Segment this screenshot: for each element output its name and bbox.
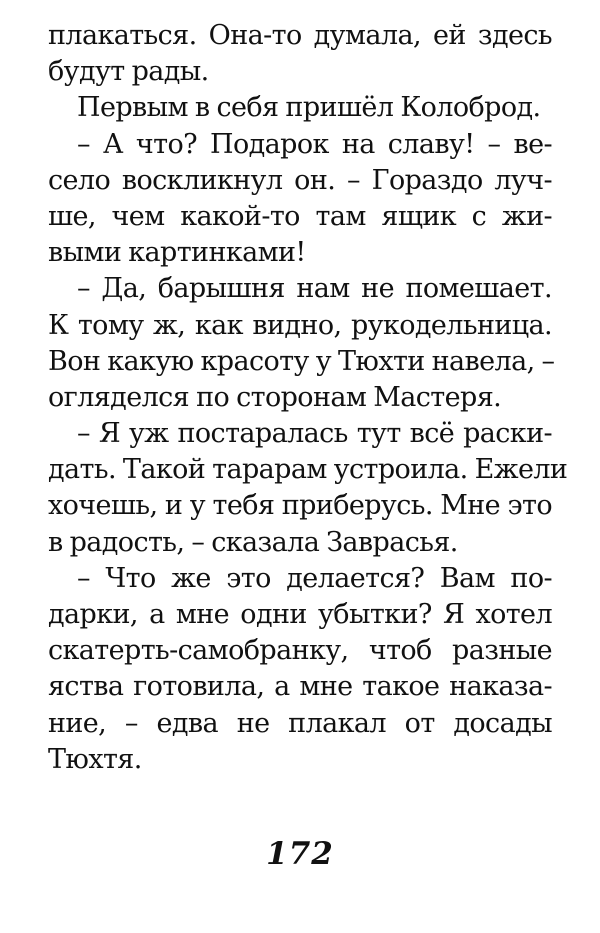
text-line: будут рады. [48,56,209,88]
text-line: в радость, – сказала Заврасья. [48,526,458,558]
text-line: скатерть-самобранку, чтоб разные [48,635,552,667]
text-line: – Я уж постаралась тут всё раски- [77,418,552,450]
text-line: – Да, барышня нам не помешает. [77,273,552,305]
text-line: плакаться. Она-то думала, ей здесь [48,20,552,51]
page-number: 172 [266,836,334,872]
text-line: ше, чем какой-то там ящик с жи- [48,200,552,232]
text-line: дарки, а мне одни убытки? Я хотел [48,599,552,630]
text-line: Тюхтя. [48,743,142,775]
text-line: ние, – едва не плакал от досады [48,707,552,739]
text-line: дать. Такой тарарам устроила. Ежели [48,454,568,486]
page-text [48,18,568,778]
text-line: К тому ж, как видно, рукодельница. [48,309,552,341]
text-line: хочешь, и у тебя приберусь. Мне это [48,490,552,522]
text-line: яства готовила, а мне такое наказа- [48,671,552,703]
text-line: – А что? Подарок на славу! – ве- [77,128,552,160]
text-line: выми картинками! [48,237,306,269]
text-line: огляделся по сторонам Мастеря. [48,381,502,413]
text-line: Вон какую красоту у Тюхти навела, – [48,345,555,377]
text-line: Первым в себя пришёл Колоброд. [77,92,541,124]
text-line: село воскликнул он. – Гораздо луч- [48,164,552,196]
text-line: – Что же это делается? Вам по- [77,562,552,594]
